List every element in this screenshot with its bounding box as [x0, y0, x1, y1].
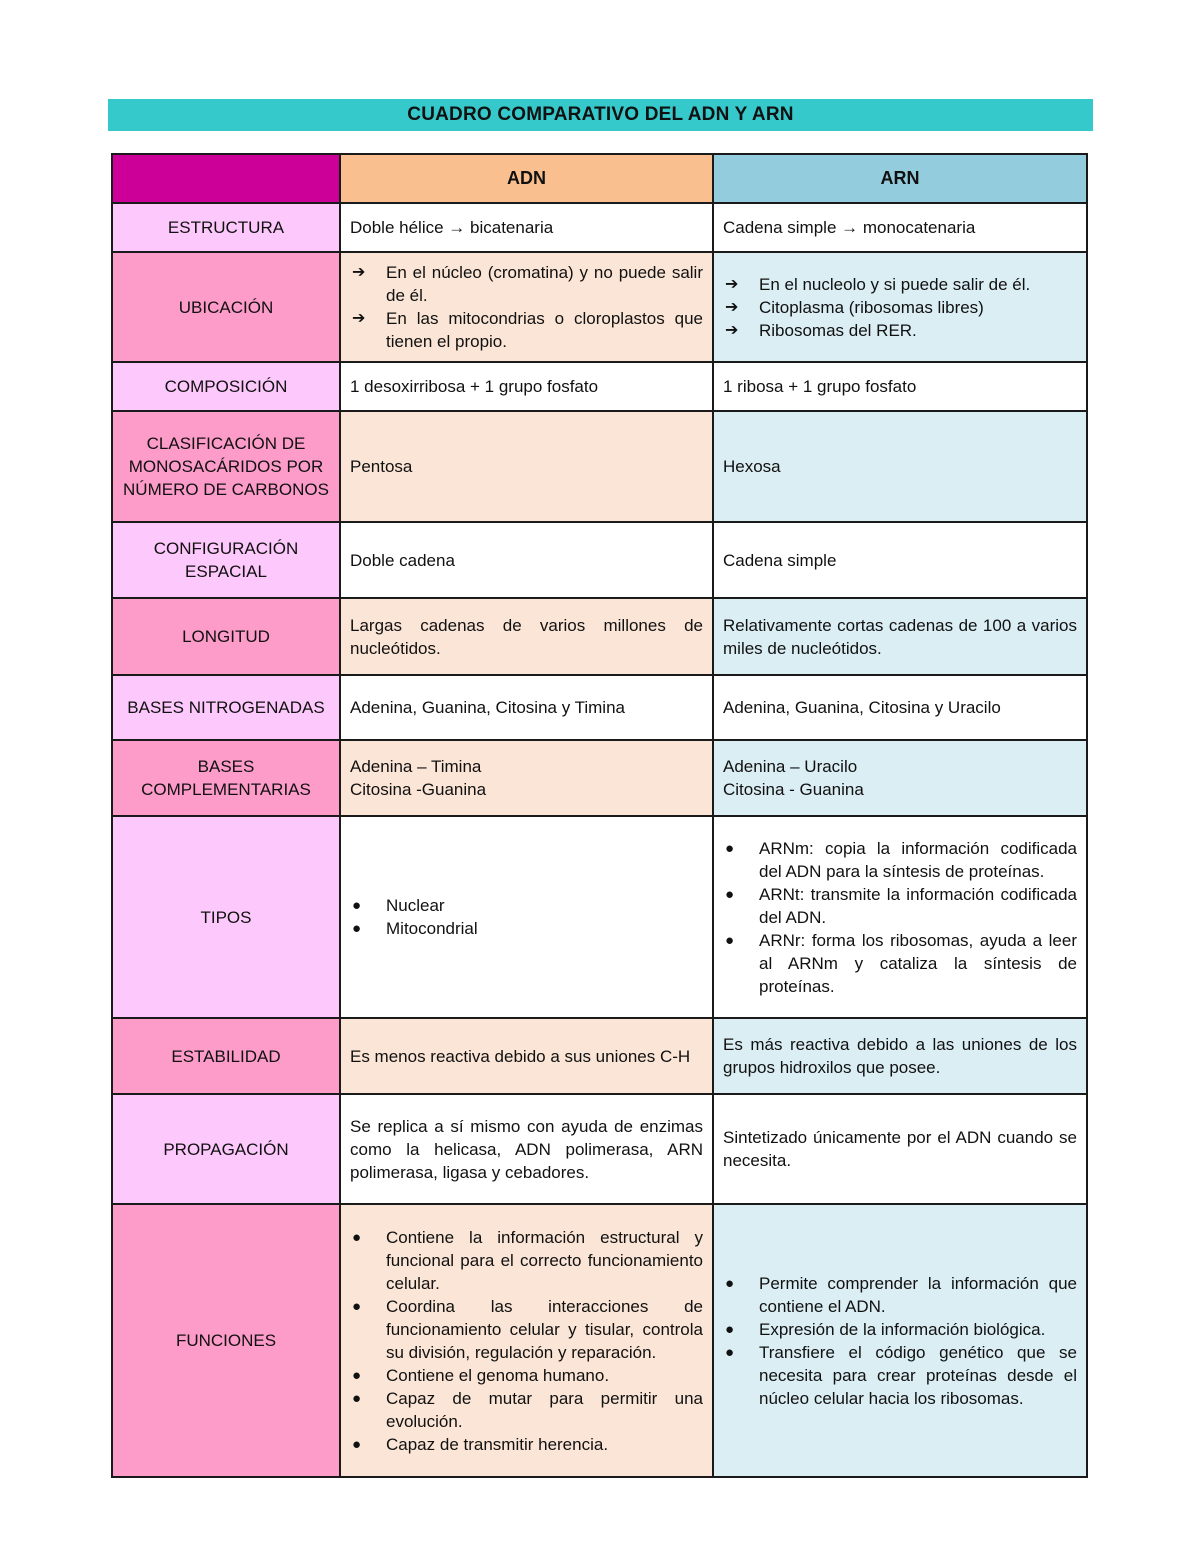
- list-item: ● ARNm: copia la información codificada del ADN para la síntesis de proteínas.: [725, 838, 1077, 881]
- row-label: BASES COMPLEMENTARIAS: [112, 740, 340, 816]
- list-item: ● Mitocondrial: [352, 919, 478, 938]
- row-funciones: [112, 1204, 1087, 1477]
- arn-cell: Hexosa: [713, 411, 1087, 522]
- row-label: CONFIGURACIÓN ESPACIAL: [112, 522, 340, 598]
- adn-cell: [340, 816, 713, 1018]
- row-estabilidad: [112, 1018, 1087, 1094]
- list-item: ● Expresión de la información biológica.: [725, 1319, 1046, 1339]
- bullet-dot-icon: ●: [725, 1320, 735, 1338]
- row-tipos: [112, 816, 1087, 1018]
- list-item: ● Capaz de mutar para permitir una evolución.: [352, 1388, 703, 1431]
- arn-cell: [713, 252, 1087, 362]
- row-composicion: [112, 362, 1087, 411]
- bullet-dot-icon: ●: [352, 1228, 362, 1246]
- row-label: COMPOSICIÓN: [112, 362, 340, 411]
- adn-cell: Doble hélice → bicatenaria: [340, 203, 713, 252]
- adn-cell: Adenina, Guanina, Citosina y Timina: [340, 675, 713, 740]
- row-configuracion: [112, 522, 1087, 598]
- list-item: ➔ En las mitocondrias o cloroplastos que tienen el propio.: [352, 309, 703, 351]
- row-bases-complementarias: [112, 740, 1087, 816]
- list-item: ➔ Ribosomas del RER.: [725, 320, 917, 340]
- arn-cell: Adenina – Uracilo Citosina - Guanina: [713, 740, 1087, 816]
- arrow-bullet-icon: ➔: [352, 310, 366, 327]
- arn-cell: [713, 1204, 1087, 1477]
- row-longitud: [112, 598, 1087, 675]
- adn-cell: [340, 252, 713, 362]
- list-item: ● Contiene la información estructural y funcional para el correcto funcionamiento celular.: [352, 1227, 703, 1293]
- arn-cell: Cadena simple: [713, 522, 1087, 598]
- row-label: TIPOS: [112, 816, 340, 1018]
- row-label: PROPAGACIÓN: [112, 1094, 340, 1204]
- list-item: ● Transfiere el código genético que se necesita para crear proteínas desde el núcleo celular hacia los ribosomas.: [725, 1342, 1077, 1408]
- arrow-bullet-icon: ➔: [725, 321, 739, 339]
- bullet-dot-icon: ●: [725, 1343, 735, 1361]
- column-header-arn: ARN: [713, 154, 1087, 203]
- adn-cell: Doble cadena: [340, 522, 713, 598]
- bullet-dot-icon: ●: [352, 920, 362, 937]
- list-item: ● ARNt: transmite la información codificada del ADN.: [725, 884, 1077, 927]
- row-ubicacion: [112, 252, 1087, 362]
- bullet-dot-icon: ●: [352, 1297, 362, 1315]
- arrow-bullet-icon: ➔: [725, 298, 739, 316]
- bullet-dot-icon: ●: [725, 885, 735, 903]
- list-item: ● Permite comprender la información que contiene el ADN.: [725, 1273, 1077, 1316]
- arn-cell: Sintetizado únicamente por el ADN cuando se necesita.: [713, 1094, 1087, 1204]
- adn-cell: Se replica a sí mismo con ayuda de enzimas como la helicasa, ADN polimerasa, ARN polimerasa, ligasa y cebadores.: [340, 1094, 713, 1204]
- arn-cell: Cadena simple → monocatenaria: [713, 203, 1087, 252]
- row-label: BASES NITROGENADAS: [112, 675, 340, 740]
- list-item: ● Coordina las interacciones de funcionamiento celular y tisular, controla su división, regulación y reparación.: [352, 1296, 703, 1362]
- row-propagacion: [112, 1094, 1087, 1204]
- row-label: CLASIFICACIÓN DE MONOSACÁRIDOS POR NÚMERO DE CARBONOS: [112, 411, 340, 522]
- list-item: ● Nuclear: [352, 896, 445, 915]
- column-header-adn: ADN: [340, 154, 713, 203]
- adn-cell: [340, 1204, 713, 1477]
- adn-cell: Pentosa: [340, 411, 713, 522]
- row-label: ESTRUCTURA: [112, 203, 340, 252]
- row-label: LONGITUD: [112, 598, 340, 675]
- bullet-dot-icon: ●: [725, 1274, 735, 1292]
- arn-cell: Adenina, Guanina, Citosina y Uracilo: [713, 675, 1087, 740]
- bullet-dot-icon: ●: [352, 1435, 362, 1453]
- list-item: ● Capaz de transmitir herencia.: [352, 1434, 609, 1454]
- row-label: UBICACIÓN: [112, 252, 340, 362]
- adn-cell: Largas cadenas de varios millones de nucleótidos.: [340, 598, 713, 675]
- list-item: ➔ En el nucleolo y si puede salir de él.: [725, 274, 1031, 294]
- list-item: ● ARNr: forma los ribosomas, ayuda a leer al ARNm y cataliza la síntesis de proteínas.: [725, 930, 1077, 996]
- list-item: ➔ En el núcleo (cromatina) y no puede salir de él.: [352, 263, 703, 305]
- arn-cell: [713, 816, 1087, 1018]
- document-title: CUADRO COMPARATIVO DEL ADN Y ARN: [108, 99, 1093, 131]
- adn-cell: Es menos reactiva debido a sus uniones C-H: [340, 1018, 713, 1094]
- corner-cell: [112, 154, 340, 203]
- comparison-table: [111, 153, 1088, 1478]
- arn-cell: 1 ribosa + 1 grupo fosfato: [713, 362, 1087, 411]
- row-clasificacion: [112, 411, 1087, 522]
- arn-cell: Es más reactiva debido a las uniones de los grupos hidroxilos que posee.: [713, 1018, 1087, 1094]
- arrow-bullet-icon: ➔: [352, 264, 366, 281]
- row-label: FUNCIONES: [112, 1204, 340, 1477]
- adn-cell: 1 desoxirribosa + 1 grupo fosfato: [340, 362, 713, 411]
- bullet-dot-icon: ●: [352, 1366, 362, 1384]
- adn-cell: Adenina – Timina Citosina -Guanina: [340, 740, 713, 816]
- arrow-bullet-icon: ➔: [725, 275, 739, 293]
- bullet-dot-icon: ●: [725, 931, 735, 949]
- list-item: ➔ Citoplasma (ribosomas libres): [725, 297, 984, 317]
- header-row: [112, 154, 1087, 203]
- bullet-dot-icon: ●: [352, 897, 362, 914]
- bullet-dot-icon: ●: [352, 1389, 362, 1407]
- bullet-dot-icon: ●: [725, 839, 735, 857]
- row-estructura: [112, 203, 1087, 252]
- list-item: ● Contiene el genoma humano.: [352, 1365, 610, 1385]
- arn-cell: Relativamente cortas cadenas de 100 a varios miles de nucleótidos.: [713, 598, 1087, 675]
- row-label: ESTABILIDAD: [112, 1018, 340, 1094]
- row-bases-nitrogenadas: [112, 675, 1087, 740]
